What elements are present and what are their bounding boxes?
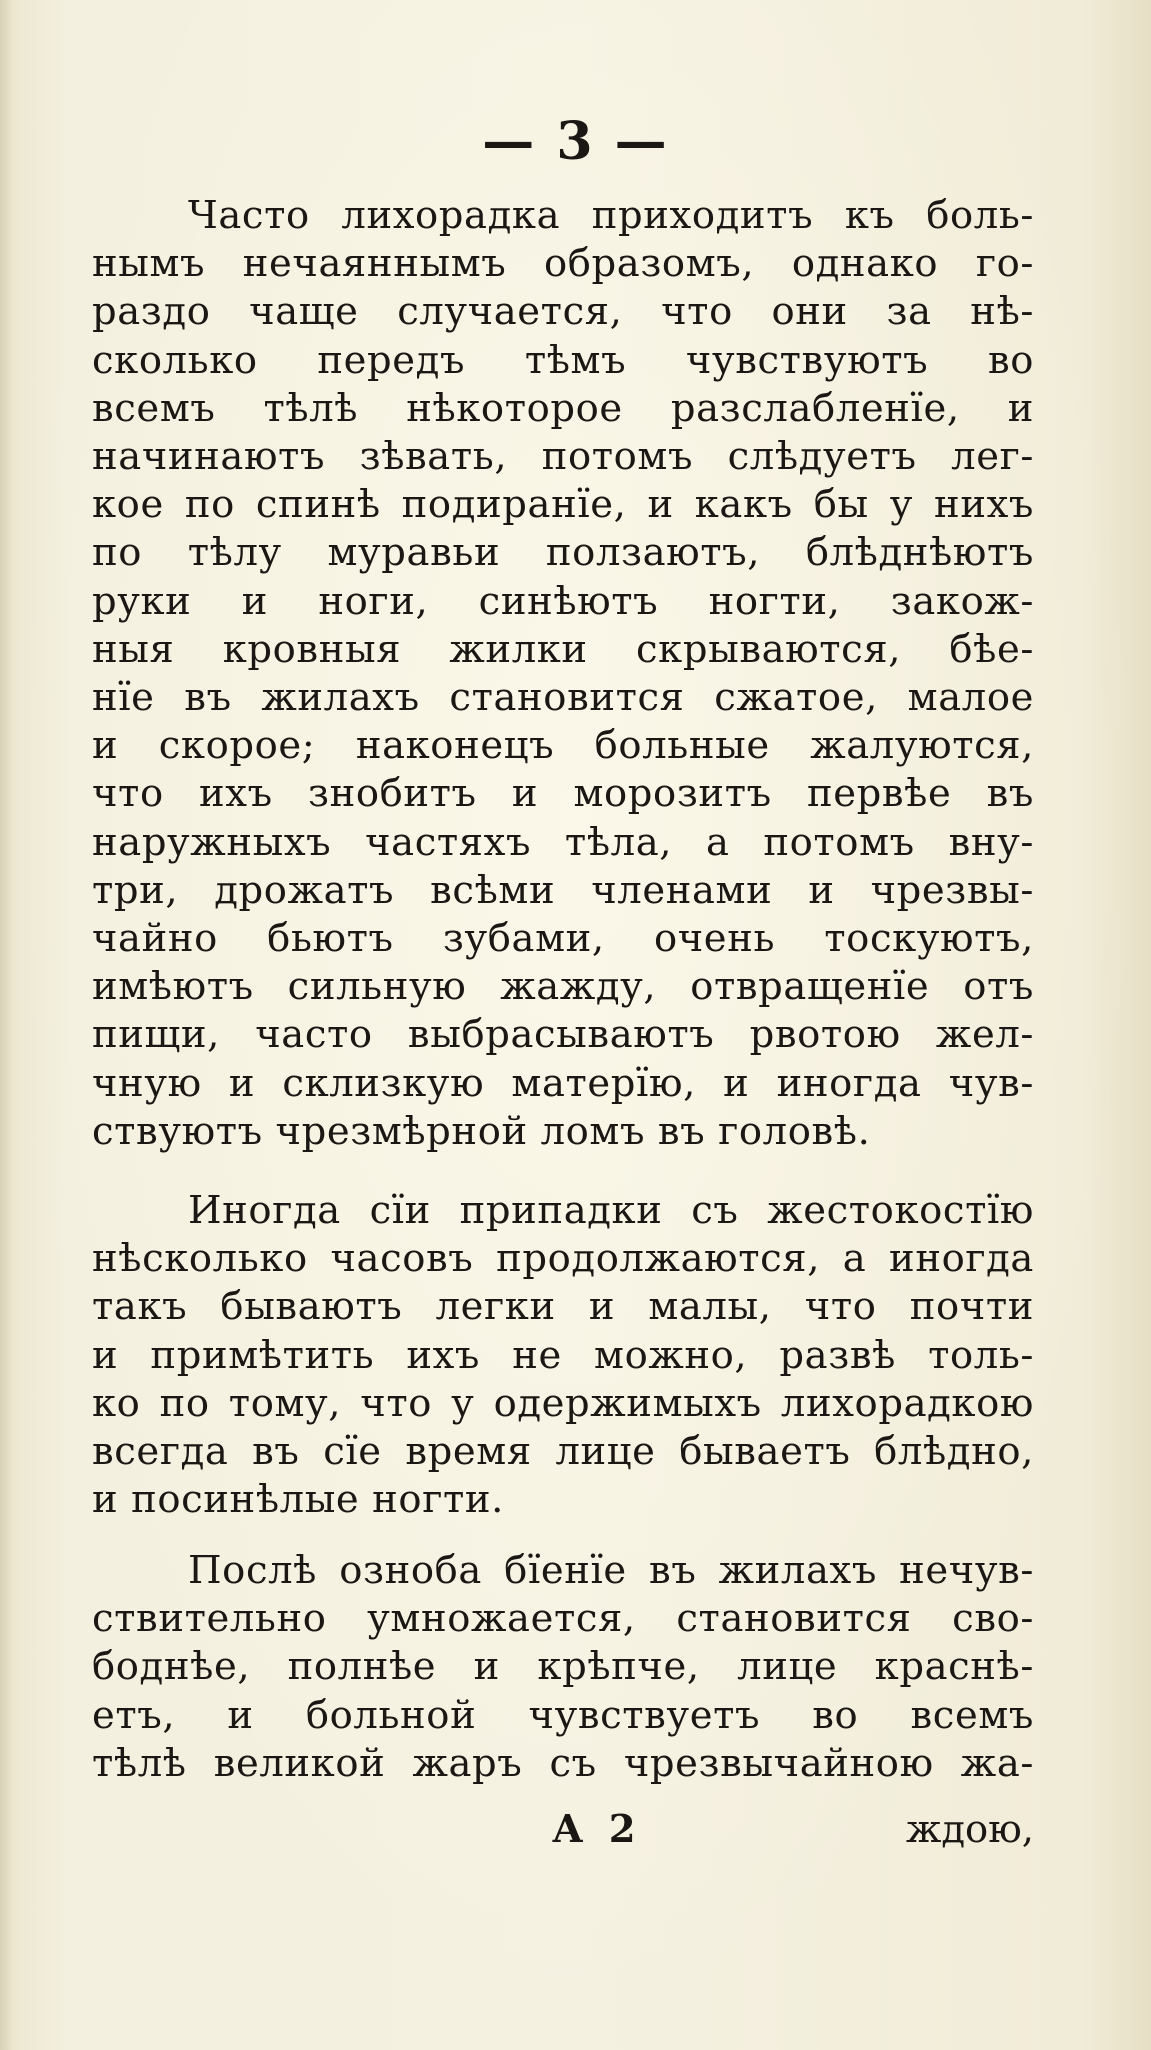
text-line: всегда въ сїе время лице бываетъ блѣдно, xyxy=(92,1429,1034,1475)
text-line: етъ, и больной чувствуетъ во всемъ xyxy=(92,1692,1034,1738)
page-number-header: — 3 — xyxy=(482,111,669,172)
text-line: Часто лихорадка приходитъ къ боль- xyxy=(188,193,1034,238)
paragraph-1 xyxy=(92,192,1034,1156)
text-line: нѣсколько часовъ продолжаются, а иногда xyxy=(92,1236,1034,1282)
text-line: и примѣтить ихъ не можно, развѣ толь- xyxy=(92,1332,1034,1378)
text-line: и скорое; наконецъ больные жалуются, xyxy=(92,723,1034,769)
signature-mark: А 2 xyxy=(552,1807,642,1852)
text-line: такъ бываютъ легки и малы, что почти xyxy=(92,1284,1034,1330)
text-line: начинаютъ зѣвать, потомъ слѣдуетъ лег- xyxy=(92,434,1034,480)
text-line: и посинѣлые ногти. xyxy=(92,1477,504,1523)
catchword: ждою, xyxy=(905,1807,1034,1852)
paragraph-3 xyxy=(92,1547,1034,1788)
page-footer xyxy=(0,1806,1151,1856)
text-line: раздо чаще случается, что они за нѣ- xyxy=(92,289,1034,335)
text-line: нїе въ жилахъ становится сжатое, малое xyxy=(92,675,1034,721)
text-line: ствительно умножается, становится сво- xyxy=(92,1596,1034,1642)
text-line: всемъ тѣлѣ нѣкоторое разслабленїе, и xyxy=(92,385,1034,431)
text-line: кое по спинѣ подиранїе, и какъ бы у нихъ xyxy=(92,482,1034,528)
text-line: тѣлѣ великой жаръ съ чрезвычайною жа- xyxy=(92,1740,1034,1786)
text-line: боднѣе, полнѣе и крѣпче, лице краснѣ- xyxy=(92,1644,1034,1690)
text-line: ко по тому, что у одержимыхъ лихорадкою xyxy=(92,1380,1034,1426)
text-line: Послѣ озноба бїенїе въ жилахъ нечув- xyxy=(188,1548,1034,1593)
text-line: наружныхъ частяхъ тѣла, а потомъ вну- xyxy=(92,819,1034,865)
text-line: пищи, часто выбрасываютъ рвотою жел- xyxy=(92,1012,1034,1058)
text-line: что ихъ знобитъ и морозитъ первѣе въ xyxy=(92,771,1034,817)
page-edge-shadow xyxy=(0,0,14,2050)
text-line: Иногда сїи припадки съ жестокостїю xyxy=(188,1188,1034,1233)
text-line: ствуютъ чрезмѣрной ломъ въ головѣ. xyxy=(92,1108,871,1154)
text-line: имѣютъ сильную жажду, отвращенїе отъ xyxy=(92,964,1034,1010)
text-line: руки и ноги, синѣютъ ногти, закож- xyxy=(92,578,1034,624)
text-line: ныя кровныя жилки скрываются, бѣе- xyxy=(92,626,1034,672)
paragraph-2 xyxy=(92,1187,1034,1524)
text-line: сколько передъ тѣмъ чувствуютъ во xyxy=(92,337,1034,383)
text-line: нымъ нечаяннымъ образомъ, однако го- xyxy=(92,241,1034,287)
text-line: чную и склизкую матерїю, и иногда чув- xyxy=(92,1060,1034,1106)
text-line: по тѣлу муравьи ползаютъ, блѣднѣютъ xyxy=(92,530,1034,576)
text-line: чайно бьютъ зубами, очень тоскуютъ, xyxy=(92,916,1034,962)
text-line: три, дрожатъ всѣми членами и чрезвы- xyxy=(92,867,1034,913)
